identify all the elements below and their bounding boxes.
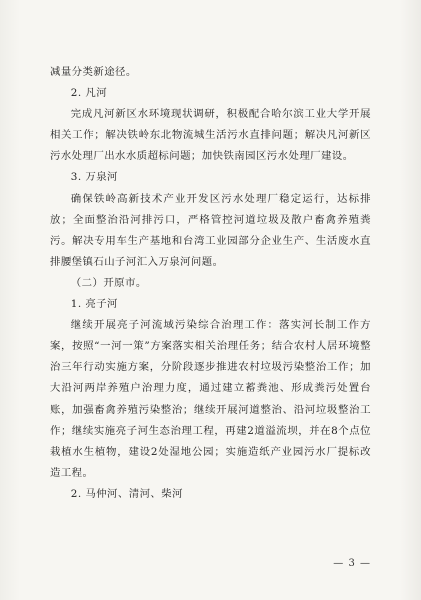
- wanquanhe-paragraph: 确保铁岭高新技术产业开发区污水处理厂稳定运行，达标排放；全面整治沿河排污口，严格管控河道垃圾及散户畜禽养殖粪污。解决专用车生产基地和台湾工业园部分企业生产、生活废水直排腰堡镇石山子河汇入万泉河问题。: [50, 192, 371, 268]
- liangzihe-paragraph: 继续开展亮子河流域污染综合治理工作：落实河长制工作方案，按照“一河一策”方案落实相关治理任务；结合农村人居环境整治三年行动实施方案，分阶段逐步推进农村垃圾污染整治工作；加大沿河两岸养殖户治理力度，通过建立蓄粪池、形成粪污处置台账，加强畜禽养殖污染整治；继续开展河道整治、沿河垃圾整治工作；继续实施亮子河生态治理工程，再建2道溢流坝，并在8个点位栽植水生植物，建设2处湿地公园；实施造纸产业园污水厂提标改造工程。: [50, 319, 371, 479]
- section-heading-wanquanhe: 3. 万泉河: [70, 171, 118, 184]
- document-body: [50, 62, 371, 505]
- section-heading-liangzihe: 1. 亮子河: [70, 298, 118, 311]
- section-heading-mazhonghe: 2. 马仲河、清河、柴河: [70, 487, 183, 500]
- page-number: — 3 —: [333, 558, 371, 569]
- section-heading-fanhe: 2. 凡河: [70, 87, 108, 100]
- continuation-paragraph: 减量分类新途径。: [50, 66, 137, 78]
- section-heading-kaiyuan: （二）开原市。: [70, 276, 147, 289]
- fanhe-paragraph: 完成凡河新区水环境现状调研，积极配合哈尔滨工业大学开展相关工作；解决铁岭东北物流城生活污水直排问题；解决凡河新区污水处理厂出水水质超标问题；加快铁南园区污水处理厂建设。: [50, 108, 371, 163]
